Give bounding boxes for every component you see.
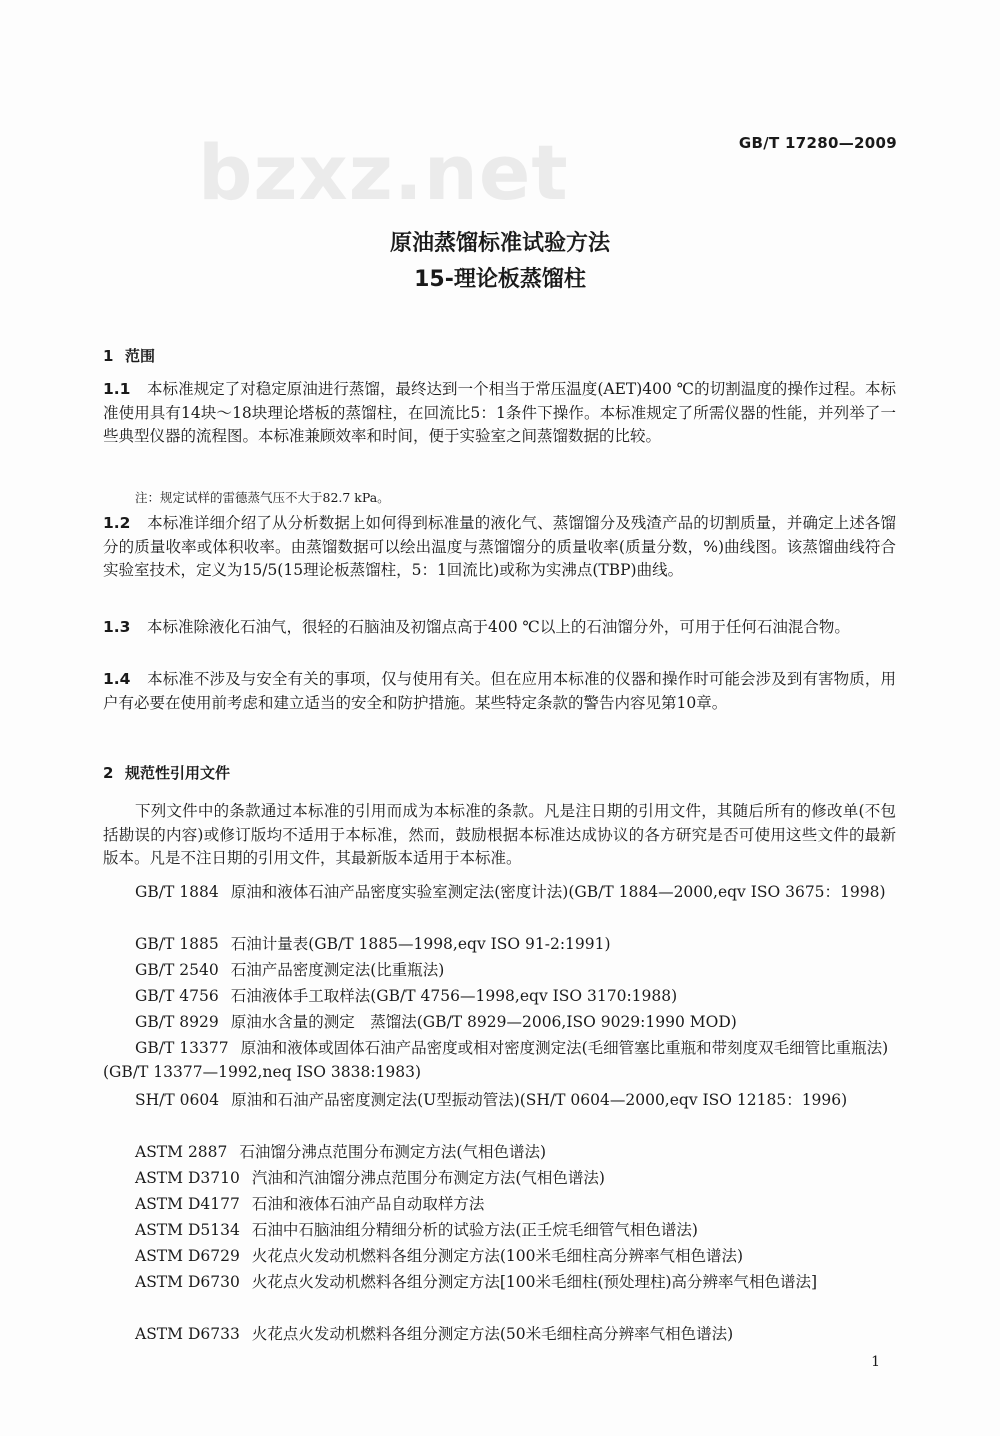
page-number: 1 bbox=[871, 1354, 880, 1370]
document-title: 原油蒸馏标准试验方法 bbox=[389, 231, 610, 256]
reference-title: 原油和石油产品密度测定法(U型振动管法)(SH/T 0604—2000,eqv ISO 12185：1996) bbox=[231, 1091, 848, 1109]
reference-title: 汽油和汽油馏分沸点范围分布测定方法(气相色谱法) bbox=[251, 1169, 605, 1187]
clause-text: 本标准不涉及与安全有关的事项，仅与使用有关。但在应用本标准的仪器和操作时可能会涉及到有害物质，用户有必要在使用前考虑和建立适当的安全和防护措施。某些特定条款的警告内容见第10章。 bbox=[103, 670, 896, 712]
reference-item bbox=[103, 1166, 896, 1190]
clause-1-3 bbox=[103, 616, 896, 640]
reference-item bbox=[103, 1036, 896, 1084]
section-2-intro: 下列文件中的条款通过本标准的引用而成为本标准的条款。凡是注日期的引用文件，其随后所有的修改单(不包括勘误的内容)或修订版均不适用于本标准，然而，鼓励根据本标准达成协议的各方研究是否可使用这些文件的最新版本。凡是不注日期的引用文件，其最新版本适用于本标准。 bbox=[103, 802, 896, 867]
reference-item bbox=[103, 1088, 896, 1112]
section-title: 规范性引用文件 bbox=[125, 764, 231, 782]
clause-1-1 bbox=[103, 378, 896, 449]
clause-number: 1.2 bbox=[103, 514, 131, 532]
clause-1-4 bbox=[103, 668, 896, 715]
reference-title: 原油和液体或固体石油产品密度或相对密度测定法(毛细管塞比重瓶和带刻度双毛细管比重瓶法)(GB/T 13377—1992,neq ISO 3838:1983) bbox=[103, 1039, 889, 1081]
reference-code: ASTM D3710 bbox=[135, 1169, 240, 1187]
reference-title: 石油液体手工取样法(GB/T 4756—1998,eqv ISO 3170:1988) bbox=[230, 987, 678, 1005]
reference-item bbox=[103, 1218, 896, 1242]
reference-code: ASTM D6730 bbox=[135, 1273, 240, 1291]
reference-title: 火花点火发动机燃料各组分测定方法(50米毛细柱高分辨率气相色谱法) bbox=[251, 1325, 734, 1343]
document-subtitle: 15-理论板蒸馏柱 bbox=[414, 267, 586, 292]
reference-item bbox=[103, 1322, 896, 1346]
section-number: 2 bbox=[103, 764, 114, 782]
reference-title: 石油中石脑油组分精细分析的试验方法(正壬烷毛细管气相色谱法) bbox=[251, 1221, 698, 1239]
reference-title: 火花点火发动机燃料各组分测定方法[100米毛细柱(预处理柱)高分辨率气相色谱法] bbox=[251, 1273, 818, 1291]
reference-code: GB/T 1885 bbox=[135, 935, 219, 953]
reference-code: ASTM 2887 bbox=[135, 1143, 228, 1161]
reference-title: 原油水含量的测定 蒸馏法(GB/T 8929—2006,ISO 9029:1990 MOD) bbox=[230, 1013, 737, 1031]
section-1-heading bbox=[103, 345, 155, 366]
section-number: 1 bbox=[103, 347, 114, 365]
section-title: 范围 bbox=[125, 347, 156, 365]
reference-item bbox=[103, 880, 896, 904]
reference-item bbox=[103, 984, 896, 1008]
reference-title: 石油和液体石油产品自动取样方法 bbox=[251, 1195, 485, 1213]
reference-code: GB/T 13377 bbox=[135, 1039, 229, 1057]
reference-title: 火花点火发动机燃料各组分测定方法(100米毛细柱高分辨率气相色谱法) bbox=[251, 1247, 744, 1265]
reference-code: GB/T 1884 bbox=[135, 883, 219, 901]
clause-text: 本标准规定了对稳定原油进行蒸馏，最终达到一个相当于常压温度(AET)400 ℃的切割温度的操作过程。本标准使用具有14块～18块理论塔板的蒸馏柱，在回流比5：1条件下操作。本标准规定了所需仪器的性能，并列举了一些典型仪器的流程图。本标准兼顾效率和时间，便于实验室之间蒸馏数据的比较。 bbox=[103, 380, 896, 445]
watermark: bzxz.net bbox=[198, 128, 569, 217]
clause-text: 本标准除液化石油气，很轻的石脑油及初馏点高于400 ℃以上的石油馏分外，可用于任何石油混合物。 bbox=[147, 618, 850, 636]
reference-item bbox=[103, 1010, 896, 1034]
reference-code: ASTM D5134 bbox=[135, 1221, 240, 1239]
note: 注：规定试样的雷德蒸气压不大于82.7 kPa。 bbox=[135, 490, 390, 505]
reference-item bbox=[103, 1270, 896, 1294]
clause-number: 1.1 bbox=[103, 380, 131, 398]
clause-1-2 bbox=[103, 512, 896, 583]
clause-number: 1.3 bbox=[103, 618, 131, 636]
standard-number: GB/T 17280—2009 bbox=[738, 134, 897, 152]
clause-number: 1.4 bbox=[103, 670, 131, 688]
reference-title: 石油产品密度测定法(比重瓶法) bbox=[230, 961, 445, 979]
reference-code: GB/T 2540 bbox=[135, 961, 219, 979]
reference-title: 石油计量表(GB/T 1885—1998,eqv ISO 91-2:1991) bbox=[230, 935, 611, 953]
reference-item bbox=[103, 1140, 896, 1164]
reference-title: 原油和液体石油产品密度实验室测定法(密度计法)(GB/T 1884—2000,eqv ISO 3675：1998) bbox=[230, 883, 886, 901]
reference-code: ASTM D6729 bbox=[135, 1247, 240, 1265]
reference-code: ASTM D4177 bbox=[135, 1195, 240, 1213]
reference-item bbox=[103, 932, 896, 956]
reference-code: ASTM D6733 bbox=[135, 1325, 240, 1343]
reference-code: SH/T 0604 bbox=[135, 1091, 220, 1109]
clause-text: 本标准详细介绍了从分析数据上如何得到标准量的液化气、蒸馏馏分及残渣产品的切割质量，并确定上述各馏分的质量收率或体积收率。由蒸馏数据可以绘出温度与蒸馏馏分的质量收率(质量分数，%)曲线图。该蒸馏曲线符合实验室技术，定义为15/5(15理论板蒸馏柱，5：1回流比)或称为实沸点(TBP)曲线。 bbox=[103, 514, 896, 579]
section-2-heading bbox=[103, 762, 230, 783]
reference-item bbox=[103, 958, 896, 982]
reference-item bbox=[103, 1244, 896, 1268]
reference-title: 石油馏分沸点范围分布测定方法(气相色谱法) bbox=[239, 1143, 547, 1161]
reference-code: GB/T 4756 bbox=[135, 987, 219, 1005]
reference-item bbox=[103, 1192, 896, 1216]
reference-code: GB/T 8929 bbox=[135, 1013, 219, 1031]
